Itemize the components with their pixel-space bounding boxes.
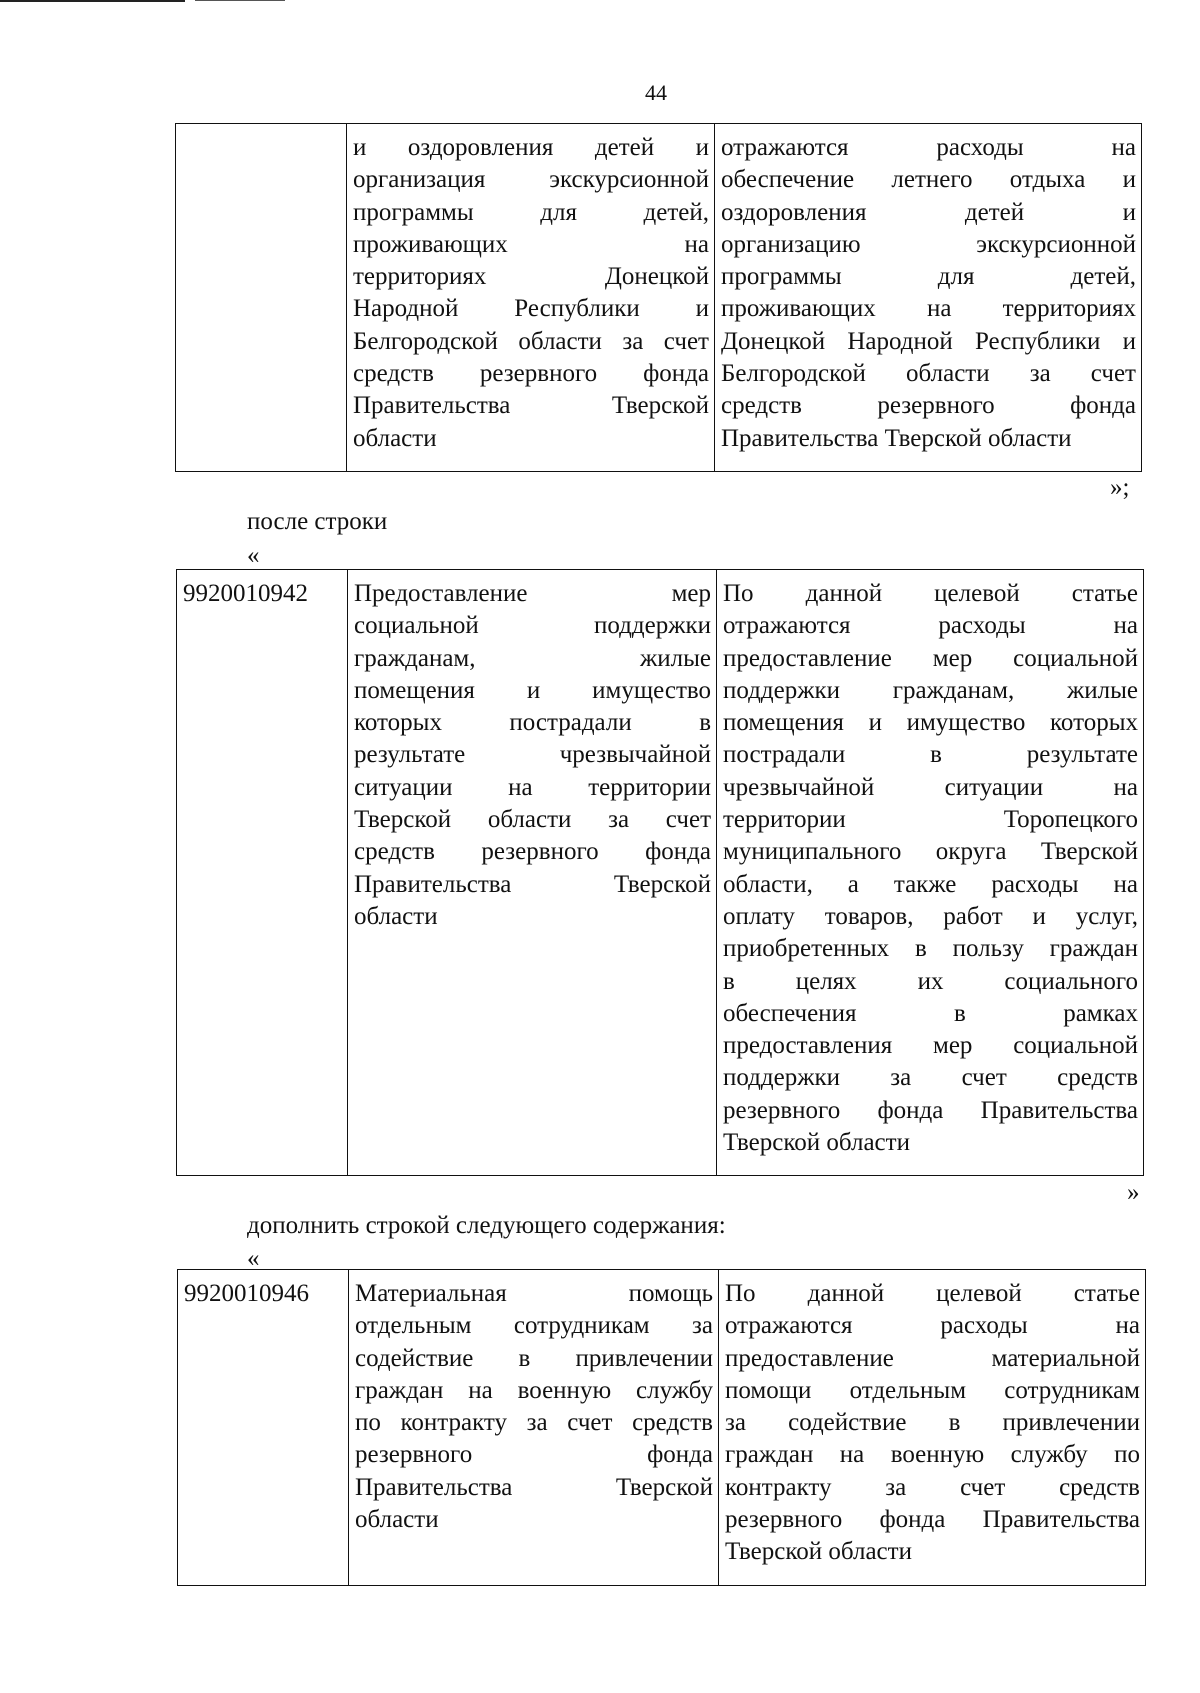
cell-text-line: которых пострадали в (354, 709, 711, 737)
cell-text-line: чрезвычайной ситуации на (723, 773, 1138, 801)
cell-text-line: территории Торопецкого (723, 806, 1138, 834)
cell-text-line: результате чрезвычайной (354, 741, 711, 769)
cell-text-line: поддержки за счет средств (723, 1064, 1138, 1092)
cell-text-line: Тверской области (725, 1538, 912, 1566)
code-cell (176, 124, 347, 472)
cell-text-line: средств резервного фонда (353, 360, 709, 388)
cell-text-line: резервного фонда Правительства (725, 1506, 1140, 1534)
name-cell (348, 570, 717, 1176)
description-cell (715, 124, 1142, 472)
budget-table-new-row (177, 1269, 1146, 1586)
table-row (178, 1270, 1146, 1586)
name-cell (347, 124, 715, 472)
cell-text-line: организацию экскурсионной (721, 230, 1136, 258)
cell-text-line: предоставление мер социальной (723, 644, 1138, 672)
cell-text-line: отражаются расходы на (721, 134, 1136, 161)
cell-text-line: граждан на военную службу (355, 1376, 713, 1404)
cell-text-line: оплату товаров, работ и услуг, (723, 902, 1138, 930)
cell-text-line: помещения и имущество (354, 676, 711, 704)
cell-text-line: проживающих на (353, 230, 709, 258)
cell-text-line: помещения и имущество которых (723, 709, 1138, 737)
cell-text-line: средств резервного фонда (354, 838, 711, 866)
table-row (177, 570, 1144, 1176)
scan-edge-line (195, 0, 285, 1)
cell-text-line: Белгородской области за счет (353, 327, 709, 355)
cell-text-line: проживающих на территориях (721, 295, 1136, 323)
after-line-label: после строки (247, 508, 388, 535)
cell-text-line: Тверской области за счет (354, 806, 711, 834)
cell-text-line: по контракту за счет средств (355, 1409, 713, 1437)
cell-text-line: социальной поддержки (354, 612, 711, 640)
cell-text-line: обеспечения в рамках (723, 999, 1138, 1027)
cell-text-line: в целях их социального (723, 967, 1138, 995)
code-cell: 9920010946 (178, 1270, 349, 1586)
cell-text-line: Правительства Тверской (353, 392, 709, 420)
budget-table-continuation (175, 123, 1142, 472)
budget-table-existing-row (176, 569, 1144, 1176)
cell-text-line: области, а также расходы на (723, 870, 1138, 898)
cell-text-line: резервного фонда Правительства (723, 1096, 1138, 1124)
cell-text-line: предоставление материальной (725, 1344, 1140, 1372)
cell-text-line: По данной целевой статье (725, 1280, 1140, 1307)
cell-text-line: Тверской области (723, 1129, 910, 1157)
cell-text-line: за содействие в привлечении (725, 1409, 1140, 1437)
cell-text-line: оздоровления детей и (721, 198, 1136, 226)
cell-text-line: приобретенных в пользу граждан (723, 935, 1138, 963)
cell-text-line: Народной Республики и (353, 295, 709, 323)
cell-text-line: территориях Донецкой (353, 263, 709, 291)
description-cell (717, 570, 1144, 1176)
cell-text-line: помощи отдельным сотрудникам (725, 1376, 1140, 1404)
cell-text-line: области (355, 1506, 439, 1534)
cell-text-line: граждан на военную службу по (725, 1441, 1140, 1469)
cell-text-line: резервного фонда (355, 1441, 713, 1469)
cell-text-line: Предоставление мер (354, 580, 711, 607)
cell-text-line: контракту за счет средств (725, 1473, 1140, 1501)
description-cell (719, 1270, 1146, 1586)
cell-text-line: отражаются расходы на (723, 612, 1138, 640)
cell-text-line: По данной целевой статье (723, 580, 1138, 607)
cell-text-line: программы для детей, (721, 263, 1136, 291)
cell-text-line: средств резервного фонда (721, 392, 1136, 420)
cell-text-line: поддержки гражданам, жилые (723, 676, 1138, 704)
closing-quote: »; (1110, 474, 1130, 501)
cell-text-line: и оздоровления детей и (353, 134, 709, 161)
cell-text-line: содействие в привлечении (355, 1344, 713, 1372)
cell-text-line: пострадали в результате (723, 741, 1138, 769)
cell-text-line: Правительства Тверской (354, 870, 711, 898)
page-number: 44 (645, 80, 667, 105)
cell-text-line: гражданам, жилые (354, 644, 711, 672)
cell-text-line: Правительства Тверской (355, 1473, 713, 1501)
cell-text-line: ситуации на территории (354, 773, 711, 801)
cell-text-line: Материальная помощь (355, 1280, 713, 1307)
cell-text-line: отражаются расходы на (725, 1312, 1140, 1340)
cell-text-line: Правительства Тверской области (721, 424, 1072, 452)
cell-text-line: области (353, 424, 437, 452)
cell-text-line: отдельным сотрудникам за (355, 1312, 713, 1340)
cell-text-line: области (354, 902, 438, 930)
name-cell (349, 1270, 719, 1586)
scan-edge-line (0, 0, 185, 2)
closing-quote: » (1127, 1179, 1140, 1206)
cell-text-line: организация экскурсионной (353, 166, 709, 194)
cell-text-line: Донецкой Народной Республики и (721, 327, 1136, 355)
opening-quote: « (247, 1245, 260, 1272)
cell-text-line: программы для детей, (353, 198, 709, 226)
code-cell: 9920010942 (177, 570, 348, 1176)
cell-text-line: муниципального округа Тверской (723, 838, 1138, 866)
opening-quote: « (247, 542, 260, 569)
cell-text-line: предоставления мер социальной (723, 1032, 1138, 1060)
cell-text-line: Белгородской области за счет (721, 360, 1136, 388)
supplement-label: дополнить строкой следующего содержания: (247, 1212, 726, 1239)
table-row (176, 124, 1142, 472)
cell-text-line: обеспечение летнего отдыха и (721, 166, 1136, 194)
